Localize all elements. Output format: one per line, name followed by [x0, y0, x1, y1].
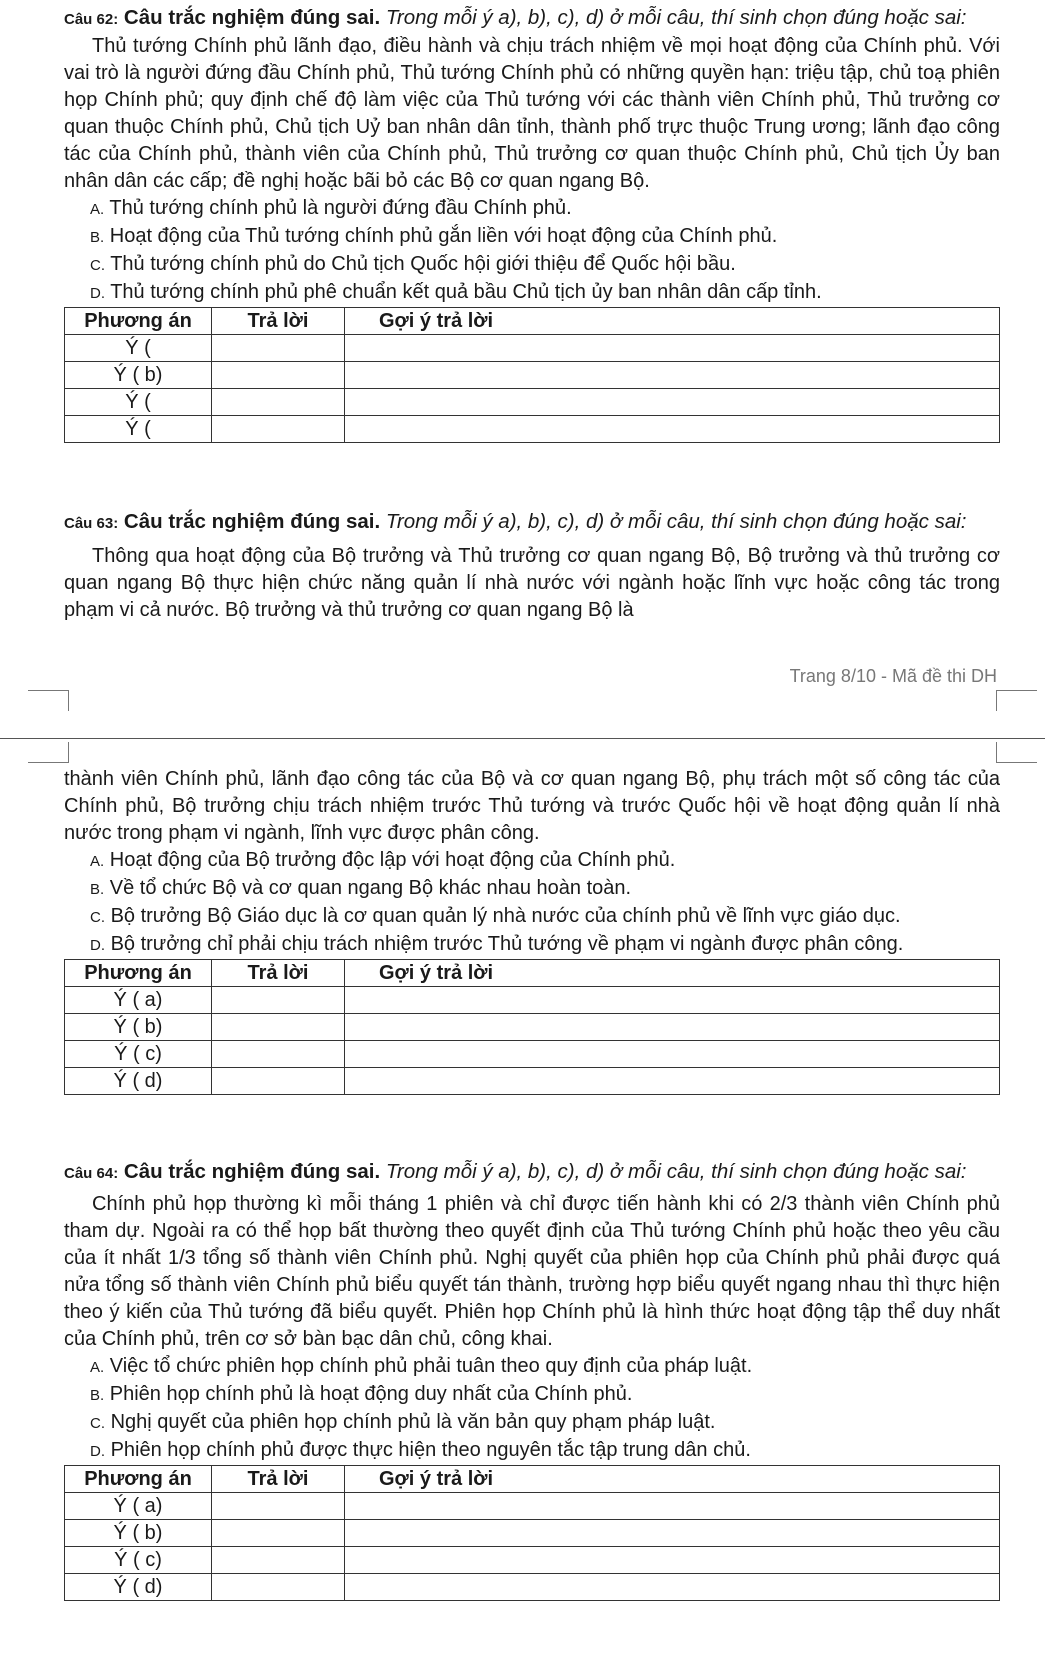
- table-row: Ý ( b): [65, 1014, 1000, 1041]
- table-row: Ý (: [65, 389, 1000, 416]
- table-row: Ý ( d): [65, 1068, 1000, 1095]
- question-62-passage: Thủ tướng Chính phủ lãnh đạo, điều hành và chịu trách nhiệm về mọi hoạt động của Chính phủ. Với vai trò là người đứng đầu Chính phủ, Thủ tướng Chính phủ có những quyền hạn: triệu tập, chủ toạ phiên họp Chính phủ; quy định chế độ làm việc của Thủ tướng với các thành viên Chính phủ, Thủ trưởng cơ quan thuộc Chính phủ, Chủ tịch Uỷ ban nhân dân tỉnh, thành phố trực thuộc Trung ương; lãnh đạo công tác của Chính phủ, thành viên của Chính phủ, Thủ trưởng cơ quan thuộc Chính phủ, Chủ tịch Ủy ban nhân dân các cấp; đề nghị hoặc bãi bỏ các Bộ cơ quan ngang Bộ.: [64, 35, 1000, 192]
- option-d: D. Phiên họp chính phủ được thực hiện theo nguyên tắc tập trung dân chủ.: [90, 1439, 751, 1461]
- hint-cell[interactable]: [345, 389, 1000, 416]
- option-c: C. Nghị quyết của phiên họp chính phủ là văn bản quy phạm pháp luật.: [90, 1411, 716, 1433]
- hint-cell[interactable]: [345, 335, 1000, 362]
- hint-cell[interactable]: [345, 1574, 1000, 1601]
- answer-cell[interactable]: [212, 362, 345, 389]
- answer-table-header: [65, 1466, 1000, 1493]
- table-row: Ý ( a): [65, 987, 1000, 1014]
- question-instruction: Trong mỗi ý a), b), c), d) ở mỗi câu, thí sinh chọn đúng hoặc sai:: [385, 1160, 967, 1183]
- hint-cell[interactable]: [345, 1041, 1000, 1068]
- answer-cell[interactable]: [212, 1574, 345, 1601]
- page-corner-mark: [28, 690, 69, 711]
- question-64-passage: Chính phủ họp thường kì mỗi tháng 1 phiên và chỉ được tiến hành khi có 2/3 thành viên Chính phủ tham dự. Ngoài ra có thể họp bất thường theo quyết định của Thủ tướng Chính phủ hoặc theo yêu cầu của ít nhất 1/3 tổng số thành viên Chính phủ. Nghị quyết của phiên họp của Chính phủ phải được quá nửa tổng số thành viên Chính phủ biểu quyết tán thành, trường hợp biểu quyết ngang nhau thì thực hiện theo ý kiến của Thủ tướng đã biểu quyết. Phiên họp Chính phủ là hình thức hoạt động tập thể duy nhất của Chính phủ, trên cơ sở bàn bạc dân chủ, công khai.: [64, 1193, 1000, 1350]
- answer-cell[interactable]: [212, 1068, 345, 1095]
- table-row: Ý ( b): [65, 362, 1000, 389]
- table-row: Ý ( a): [65, 1493, 1000, 1520]
- option-a: A. Hoạt động của Bộ trưởng độc lập với hoạt động của Chính phủ.: [90, 849, 676, 871]
- hint-cell[interactable]: [345, 987, 1000, 1014]
- question-number: Câu 64:: [64, 1165, 119, 1182]
- question-number: Câu 62:: [64, 11, 119, 28]
- header-hint: Gợi ý trả lời: [345, 960, 1000, 987]
- answer-cell[interactable]: [212, 1493, 345, 1520]
- hint-cell[interactable]: [345, 416, 1000, 443]
- header-hint: Gợi ý trả lời: [345, 308, 1000, 335]
- question-63: [64, 508, 1000, 624]
- answer-table: [64, 1465, 1000, 1601]
- question-number: Câu 63:: [64, 515, 119, 532]
- hint-cell[interactable]: [345, 1520, 1000, 1547]
- header-hint: Gợi ý trả lời: [345, 1466, 1000, 1493]
- question-64-heading: [64, 1158, 1000, 1187]
- question-62-heading: [64, 4, 1000, 33]
- answer-table-header: [65, 308, 1000, 335]
- table-row: Ý (: [65, 335, 1000, 362]
- option-b: B. Về tổ chức Bộ và cơ quan ngang Bộ khác nhau hoàn toàn.: [90, 877, 632, 899]
- option-d: D. Bộ trưởng chỉ phải chịu trách nhiệm trước Thủ tướng về phạm vi ngành được phân công.: [90, 933, 904, 955]
- hint-cell[interactable]: [345, 1493, 1000, 1520]
- page-corner-mark: [996, 690, 1037, 711]
- answer-table: [64, 307, 1000, 443]
- answer-cell[interactable]: [212, 1520, 345, 1547]
- table-row: Ý ( c): [65, 1041, 1000, 1068]
- option-a: A. Thủ tướng chính phủ là người đứng đầu Chính phủ.: [90, 197, 572, 219]
- question-instruction: Trong mỗi ý a), b), c), d) ở mỗi câu, thí sinh chọn đúng hoặc sai:: [385, 510, 967, 533]
- question-63-passage-part2: thành viên Chính phủ, lãnh đạo công tác của Bộ và cơ quan ngang Bộ, phụ trách một số công tác của Chính phủ, Bộ trưởng chịu trách nhiệm trước Thủ tướng và trước Quốc hội về hoạt động quản lí nhà nước trong phạm vi ngành, lĩnh vực được phân công.: [64, 768, 1000, 844]
- question-63-continued: [64, 766, 1000, 1095]
- header-answer: Trả lời: [212, 1466, 345, 1493]
- question-63-heading: [64, 508, 1000, 537]
- question-64: [64, 1158, 1000, 1601]
- header-option: Phương án: [65, 960, 212, 987]
- page-corner-mark: [28, 742, 69, 763]
- option-b: B. Hoạt động của Thủ tướng chính phủ gắn liền với hoạt động của Chính phủ.: [90, 225, 778, 247]
- question-type-label: Câu trắc nghiệm đúng sai.: [123, 510, 381, 533]
- header-option: Phương án: [65, 308, 212, 335]
- question-type-label: Câu trắc nghiệm đúng sai.: [123, 6, 381, 29]
- hint-cell[interactable]: [345, 1547, 1000, 1574]
- question-instruction: Trong mỗi ý a), b), c), d) ở mỗi câu, thí sinh chọn đúng hoặc sai:: [385, 6, 967, 29]
- answer-cell[interactable]: [212, 416, 345, 443]
- answer-cell[interactable]: [212, 389, 345, 416]
- page-separator: [0, 738, 1045, 739]
- question-62: [64, 4, 1000, 443]
- question-type-label: Câu trắc nghiệm đúng sai.: [123, 1160, 381, 1183]
- hint-cell[interactable]: [345, 1068, 1000, 1095]
- table-row: Ý ( d): [65, 1574, 1000, 1601]
- answer-cell[interactable]: [212, 987, 345, 1014]
- answer-table: [64, 959, 1000, 1095]
- answer-table-header: [65, 960, 1000, 987]
- table-row: Ý (: [65, 416, 1000, 443]
- option-a: A. Việc tổ chức phiên họp chính phủ phải tuân theo quy định của pháp luật.: [90, 1355, 753, 1377]
- option-c: C. Thủ tướng chính phủ do Chủ tịch Quốc hội giới thiệu để Quốc hội bầu.: [90, 253, 736, 275]
- hint-cell[interactable]: [345, 362, 1000, 389]
- option-d: D. Thủ tướng chính phủ phê chuẩn kết quả bầu Chủ tịch ủy ban nhân dân cấp tỉnh.: [90, 281, 822, 303]
- question-63-passage-part1: Thông qua hoạt động của Bộ trưởng và Thủ trưởng cơ quan ngang Bộ, Bộ trưởng và thủ trưởng cơ quan ngang Bộ thực hiện chức năng quản lí nhà nước với ngành hoặc lĩnh vực hoặc công tác trong phạm vi cả nước. Bộ trưởng và thủ trưởng cơ quan ngang Bộ là: [64, 545, 1000, 621]
- answer-cell[interactable]: [212, 1041, 345, 1068]
- answer-cell[interactable]: [212, 1014, 345, 1041]
- header-option: Phương án: [65, 1466, 212, 1493]
- page-corner-mark: [996, 742, 1037, 763]
- table-row: Ý ( c): [65, 1547, 1000, 1574]
- header-answer: Trả lời: [212, 308, 345, 335]
- hint-cell[interactable]: [345, 1014, 1000, 1041]
- table-row: Ý ( b): [65, 1520, 1000, 1547]
- answer-cell[interactable]: [212, 1547, 345, 1574]
- page-footer: Trang 8/10 - Mã đề thi DH: [789, 666, 997, 686]
- option-c: C. Bộ trưởng Bộ Giáo dục là cơ quan quản lý nhà nước của chính phủ về lĩnh vực giáo dục.: [90, 905, 901, 927]
- option-b: B. Phiên họp chính phủ là hoạt động duy nhất của Chính phủ.: [90, 1383, 633, 1405]
- header-answer: Trả lời: [212, 960, 345, 987]
- answer-cell[interactable]: [212, 335, 345, 362]
